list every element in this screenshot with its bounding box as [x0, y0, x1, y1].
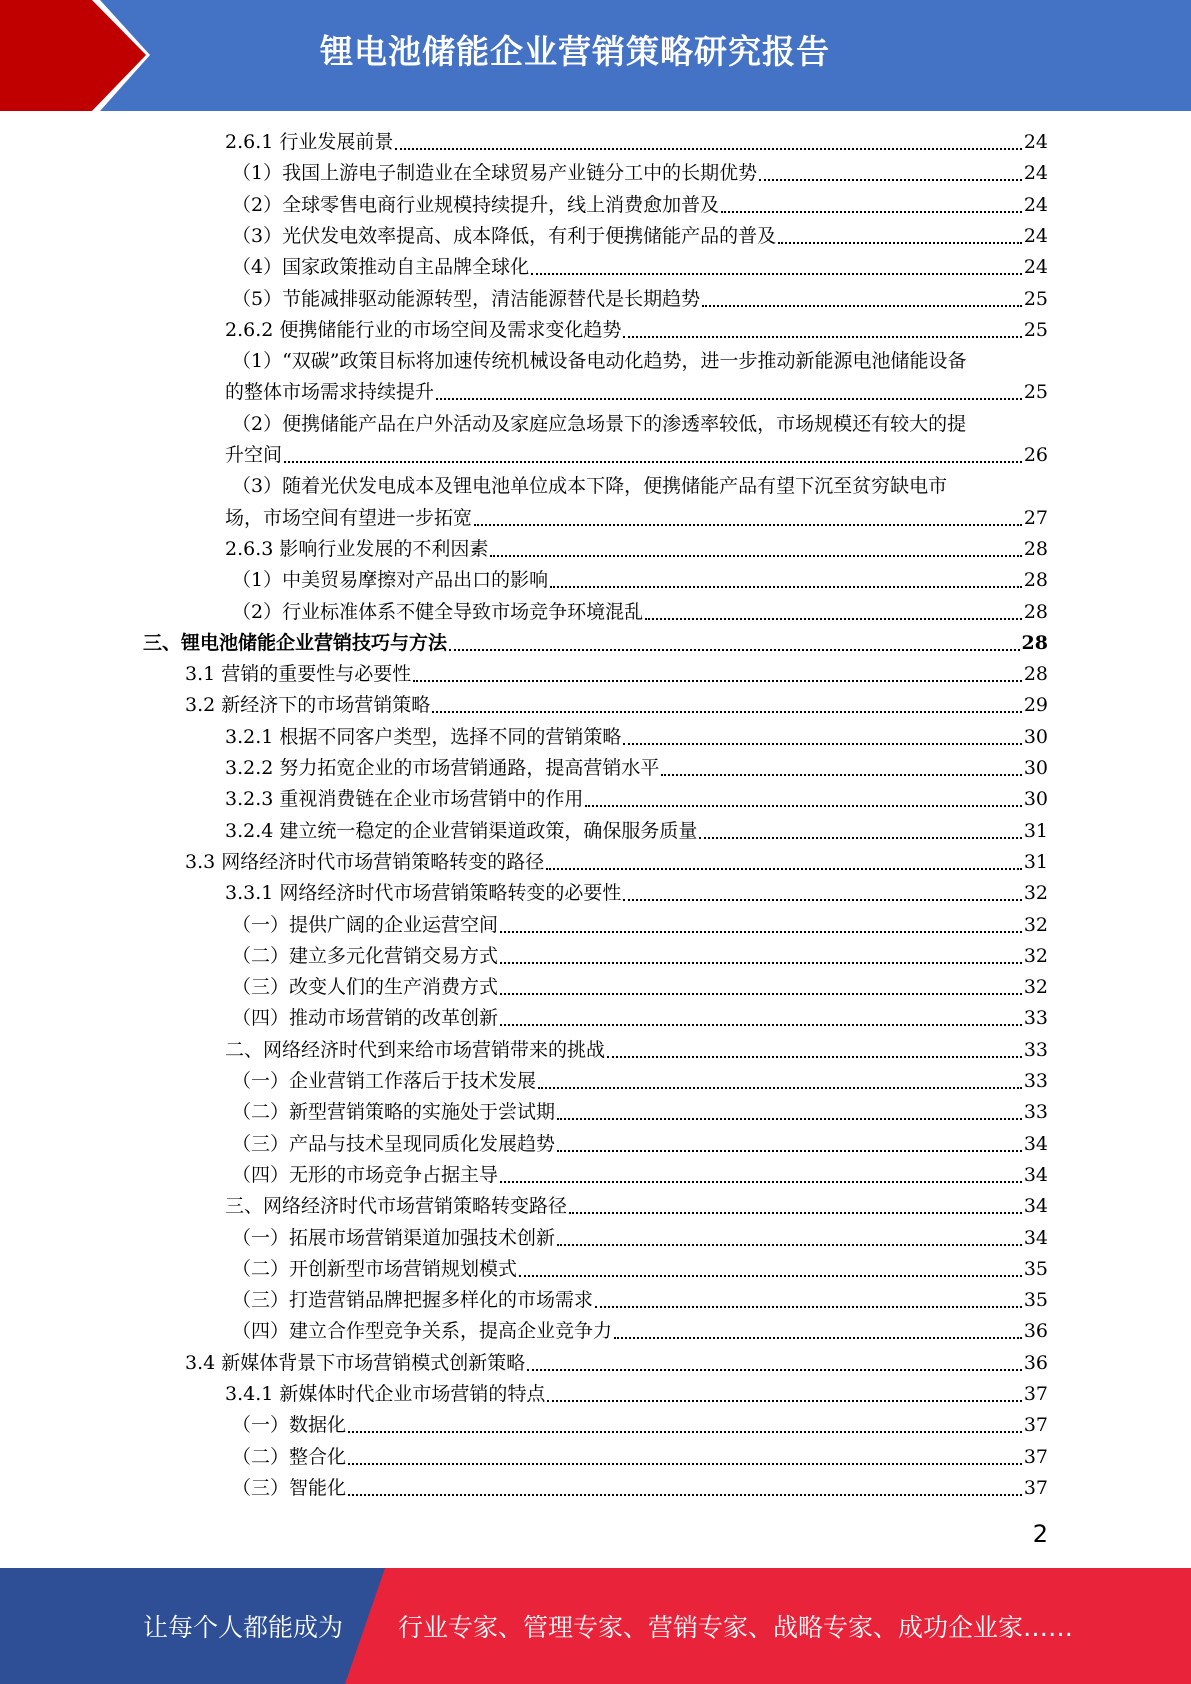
toc-page-number: 33	[1023, 1101, 1048, 1124]
toc-dot-leader	[614, 1337, 1022, 1339]
toc-entry[interactable]	[232, 252, 1048, 283]
toc-dot-leader	[623, 743, 1021, 745]
toc-page-number: 24	[1023, 256, 1048, 279]
toc-entry-text: 3.2.4 建立统一稳定的企业营销渠道政策，确保服务质量	[225, 819, 698, 842]
header-arrow-graphic	[0, 0, 150, 111]
toc-dot-leader	[490, 555, 1021, 557]
toc-entry[interactable]	[225, 722, 1048, 753]
toc-entry-text: 3.3 网络经济时代市场营销策略转变的路径	[185, 850, 545, 873]
toc-page-number: 34	[1023, 1226, 1048, 1249]
page-footer	[0, 1568, 1191, 1684]
toc-entry[interactable]	[232, 1003, 1048, 1034]
toc-entry-text: 3.4.1 新媒体时代企业市场营销的特点	[225, 1383, 546, 1405]
toc-entry[interactable]	[232, 1285, 1048, 1316]
toc-entry[interactable]	[232, 1254, 1048, 1285]
toc-entry[interactable]	[185, 1348, 1048, 1379]
toc-entry[interactable]	[232, 910, 1048, 941]
toc-dot-leader	[569, 1212, 1022, 1214]
toc-entry-text: 3.1 营销的重要性与必要性	[185, 663, 412, 686]
toc-entry-text: （3）光伏发电效率提高、成本降低，有利于便携储能产品的普及	[232, 224, 777, 247]
toc-page-number: 32	[1023, 882, 1048, 905]
toc-dot-leader	[500, 1024, 1022, 1026]
toc-entry[interactable]	[232, 1097, 1048, 1128]
toc-entry[interactable]	[225, 534, 1048, 565]
toc-dot-leader	[645, 618, 1022, 620]
toc-entry-text: （1）中美贸易摩擦对产品出口的影响	[232, 569, 549, 592]
toc-page-number: 27	[1023, 506, 1048, 529]
toc-dot-leader	[550, 586, 1022, 588]
footer-slogan-left: 让每个人都能成为	[143, 1613, 344, 1642]
toc-entry[interactable]	[225, 784, 1048, 815]
toc-page-number: 25	[1023, 381, 1048, 404]
toc-page-number: 30	[1023, 725, 1048, 748]
toc-entry-text: 三、锂电池储能企业营销技巧与方法	[143, 631, 448, 654]
toc-entry-text: 2.6.3 影响行业发展的不利因素	[225, 537, 489, 560]
report-title: 锂电池储能企业营销策略研究报告	[320, 32, 830, 71]
toc-dot-leader	[449, 649, 1020, 651]
toc-entry[interactable]	[225, 878, 1048, 909]
toc-page-number: 32	[1023, 976, 1048, 999]
page-number: 2	[1032, 1520, 1048, 1548]
toc-page-number: 26	[1023, 444, 1048, 466]
toc-entry[interactable]	[232, 221, 1048, 252]
toc-entry[interactable]	[232, 190, 1048, 221]
toc-entry-text: 3.2.1 根据不同客户类型，选择不同的营销策略	[225, 725, 622, 748]
toc-dot-leader	[519, 1275, 1022, 1277]
toc-entry-text: （四）推动市场营销的改革创新	[232, 1007, 499, 1030]
toc-entry-text: 2.6.1 行业发展前景	[225, 131, 394, 153]
toc-dot-leader	[699, 837, 1021, 839]
toc-entry[interactable]	[232, 1129, 1048, 1160]
toc-entry-text: （2）全球零售电商行业规模持续提升，线上消费愈加普及	[232, 193, 720, 216]
toc-entry[interactable]	[232, 1442, 1048, 1473]
toc-entry[interactable]	[232, 1066, 1048, 1097]
toc-page-number: 36	[1023, 1351, 1048, 1374]
toc-page-number: 24	[1023, 162, 1048, 185]
toc-dot-leader	[500, 993, 1022, 995]
toc-dot-leader	[759, 179, 1022, 181]
toc-entry[interactable]	[225, 1191, 1048, 1222]
toc-entry[interactable]	[232, 941, 1048, 972]
toc-page-number: 33	[1023, 1038, 1048, 1061]
toc-page-number: 32	[1023, 913, 1048, 936]
toc-entry[interactable]	[232, 471, 1048, 502]
page-header	[0, 0, 1191, 111]
toc-dot-leader	[348, 1494, 1022, 1496]
toc-entry-text: 3.2.2 努力拓宽企业的市场营销通路，提高营销水平	[225, 757, 660, 779]
toc-page-number: 35	[1023, 1289, 1048, 1312]
toc-entry-text: （二）开创新型市场营销规划模式	[232, 1257, 518, 1280]
toc-entry[interactable]	[232, 1160, 1048, 1191]
toc-page-number: 37	[1023, 1445, 1048, 1468]
toc-dot-leader	[778, 242, 1022, 244]
toc-entry-text: （三）打造营销品牌把握多样化的市场需求	[232, 1289, 594, 1312]
toc-entry-text: （一）提供广阔的企业运营空间	[232, 913, 499, 936]
toc-entry[interactable]	[232, 1223, 1048, 1254]
toc-entry[interactable]	[232, 346, 1048, 377]
toc-entry-text: （二）整合化	[232, 1445, 347, 1468]
toc-entry[interactable]	[225, 1035, 1048, 1066]
toc-dot-leader	[348, 1463, 1022, 1465]
toc-page-number: 34	[1023, 1132, 1048, 1155]
toc-entry-text: （2）行业标准体系不健全导致市场竞争环境混乱	[232, 600, 644, 623]
toc-entry-text: （二）建立多元化营销交易方式	[232, 944, 499, 967]
toc-entry-text: （一）数据化	[232, 1414, 347, 1437]
toc-entry[interactable]	[225, 816, 1048, 847]
toc-dot-leader	[547, 1400, 1021, 1402]
toc-entry[interactable]	[232, 409, 1048, 440]
toc-page-number: 32	[1023, 944, 1048, 967]
toc-entry[interactable]	[225, 315, 1048, 346]
toc-entry[interactable]	[225, 1379, 1048, 1410]
toc-entry-text: 二、网络经济时代到来给市场营销带来的挑战	[225, 1038, 606, 1061]
toc-dot-leader	[395, 148, 1021, 150]
toc-entry[interactable]	[232, 1473, 1048, 1504]
toc-entry-text: （三）智能化	[232, 1476, 347, 1499]
toc-dot-leader	[538, 1087, 1022, 1089]
toc-entry[interactable]	[225, 503, 1048, 534]
toc-entry[interactable]	[225, 753, 1048, 784]
toc-entry-text: （4）国家政策推动自主品牌全球化	[232, 256, 530, 279]
toc-page-number: 34	[1023, 1195, 1048, 1218]
toc-dot-leader	[557, 1244, 1022, 1246]
toc-entry-text: （2）便携储能产品在户外活动及家庭应急场景下的渗透率较低，市场规模还有较大的提	[232, 412, 967, 435]
toc-page-number: 30	[1023, 757, 1048, 779]
toc-entry-text: 2.6.2 便携储能行业的市场空间及需求变化趋势	[225, 318, 622, 341]
toc-entry-text: （1）“双碳”政策目标将加速传统机械设备电动化趋势，进一步推动新能源电池储能设备	[232, 350, 967, 373]
toc-entry-text: （四）无形的市场竞争占据主导	[232, 1163, 499, 1186]
toc-dot-leader	[557, 1118, 1022, 1120]
toc-entry-text: （三）改变人们的生产消费方式	[232, 976, 499, 999]
toc-entry-text: （1）我国上游电子制造业在全球贸易产业链分工中的长期优势	[232, 162, 758, 185]
toc-entry[interactable]	[232, 284, 1048, 315]
toc-dot-leader	[500, 1181, 1022, 1183]
toc-page-number: 28	[1023, 600, 1048, 623]
toc-page-number: 28	[1023, 663, 1048, 686]
toc-dot-leader	[661, 774, 1021, 776]
toc-page-number: 36	[1023, 1320, 1048, 1343]
toc-entry-text: 场，市场空间有望进一步拓宽	[225, 506, 473, 529]
toc-dot-leader	[623, 336, 1021, 338]
toc-entry-text: （四）建立合作型竞争关系，提高企业竞争力	[232, 1320, 613, 1343]
toc-dot-leader	[284, 461, 1022, 463]
toc-dot-leader	[413, 680, 1022, 682]
toc-entry[interactable]	[185, 659, 1048, 690]
toc-page-number: 35	[1023, 1257, 1048, 1280]
toc-entry-text: （3）随着光伏发电成本及锂电池单位成本下降，便携储能产品有望下沉至贫穷缺电市	[232, 475, 948, 498]
toc-page-number: 28	[1023, 537, 1048, 560]
toc-entry-text: （三）产品与技术呈现同质化发展趋势	[232, 1132, 556, 1155]
toc-entry-text: 3.2 新经济下的市场营销策略	[185, 694, 431, 717]
toc-entry-text: （5）节能减排驱动能源转型，清洁能源替代是长期趋势	[232, 287, 701, 310]
toc-page-number: 33	[1023, 1070, 1048, 1092]
toc-dot-leader	[500, 931, 1022, 933]
toc-page-number: 37	[1023, 1414, 1048, 1437]
toc-entry[interactable]	[185, 847, 1048, 878]
toc-page-number: 24	[1023, 131, 1048, 153]
toc-entry-text: （一）企业营销工作落后于技术发展	[232, 1070, 537, 1092]
toc-dot-leader	[557, 1150, 1022, 1152]
footer-slogan-right: 行业专家、管理专家、营销专家、战略专家、成功企业家……	[398, 1613, 1074, 1642]
toc-page-number: 25	[1023, 318, 1048, 341]
toc-entry-text: 三、网络经济时代市场营销策略转变路径	[225, 1195, 568, 1218]
toc-entry-text: 3.3.1 网络经济时代市场营销策略转变的必要性	[225, 882, 622, 905]
toc-entry-text: （一）拓展市场营销渠道加强技术创新	[232, 1226, 556, 1249]
toc-page-number: 33	[1023, 1007, 1048, 1030]
toc-page-number: 28	[1023, 569, 1048, 592]
toc-page-number: 31	[1023, 850, 1048, 873]
toc-entry-text: 的整体市场需求持续提升	[225, 381, 435, 404]
toc-entry[interactable]	[232, 565, 1048, 596]
toc-dot-leader	[527, 1369, 1022, 1371]
toc-entry-text: （二）新型营销策略的实施处于尝试期	[232, 1101, 556, 1124]
toc-entry[interactable]	[232, 1316, 1048, 1347]
toc-dot-leader	[348, 1431, 1022, 1433]
toc-page-number: 37	[1023, 1476, 1048, 1499]
toc-entry[interactable]	[232, 597, 1048, 628]
toc-dot-leader	[623, 899, 1021, 901]
toc-page-number: 30	[1023, 788, 1048, 811]
toc-dot-leader	[721, 211, 1022, 213]
toc-dot-leader	[585, 805, 1021, 807]
toc-dot-leader	[607, 1056, 1022, 1058]
toc-page-number: 37	[1023, 1383, 1048, 1405]
toc-dot-leader	[702, 305, 1022, 307]
toc-page-number: 28	[1021, 631, 1048, 654]
toc-dot-leader	[595, 1306, 1022, 1308]
toc-entry[interactable]	[185, 690, 1048, 721]
toc-entry-text: 升空间	[225, 444, 283, 466]
toc-page-number: 25	[1023, 287, 1048, 310]
toc-entry[interactable]	[232, 972, 1048, 1003]
toc-dot-leader	[546, 868, 1022, 870]
toc-page-number: 34	[1023, 1163, 1048, 1186]
toc-dot-leader	[474, 524, 1022, 526]
toc-dot-leader	[432, 711, 1022, 713]
toc-dot-leader	[500, 962, 1022, 964]
toc-entry[interactable]	[232, 158, 1048, 189]
toc-page-number: 29	[1023, 694, 1048, 717]
toc-page-number: 31	[1023, 819, 1048, 842]
toc-entry[interactable]	[225, 440, 1048, 471]
toc-entry[interactable]	[225, 377, 1048, 408]
toc-dot-leader	[436, 398, 1022, 400]
toc-page-number: 24	[1023, 193, 1048, 216]
toc-entry-text: 3.4 新媒体背景下市场营销模式创新策略	[185, 1351, 526, 1374]
toc-page-number: 24	[1023, 224, 1048, 247]
toc-entry[interactable]	[143, 628, 1048, 659]
toc-dot-leader	[531, 273, 1022, 275]
toc-entry[interactable]	[232, 1410, 1048, 1441]
toc-entry-text: 3.2.3 重视消费链在企业市场营销中的作用	[225, 788, 584, 811]
toc-entry[interactable]	[225, 127, 1048, 158]
